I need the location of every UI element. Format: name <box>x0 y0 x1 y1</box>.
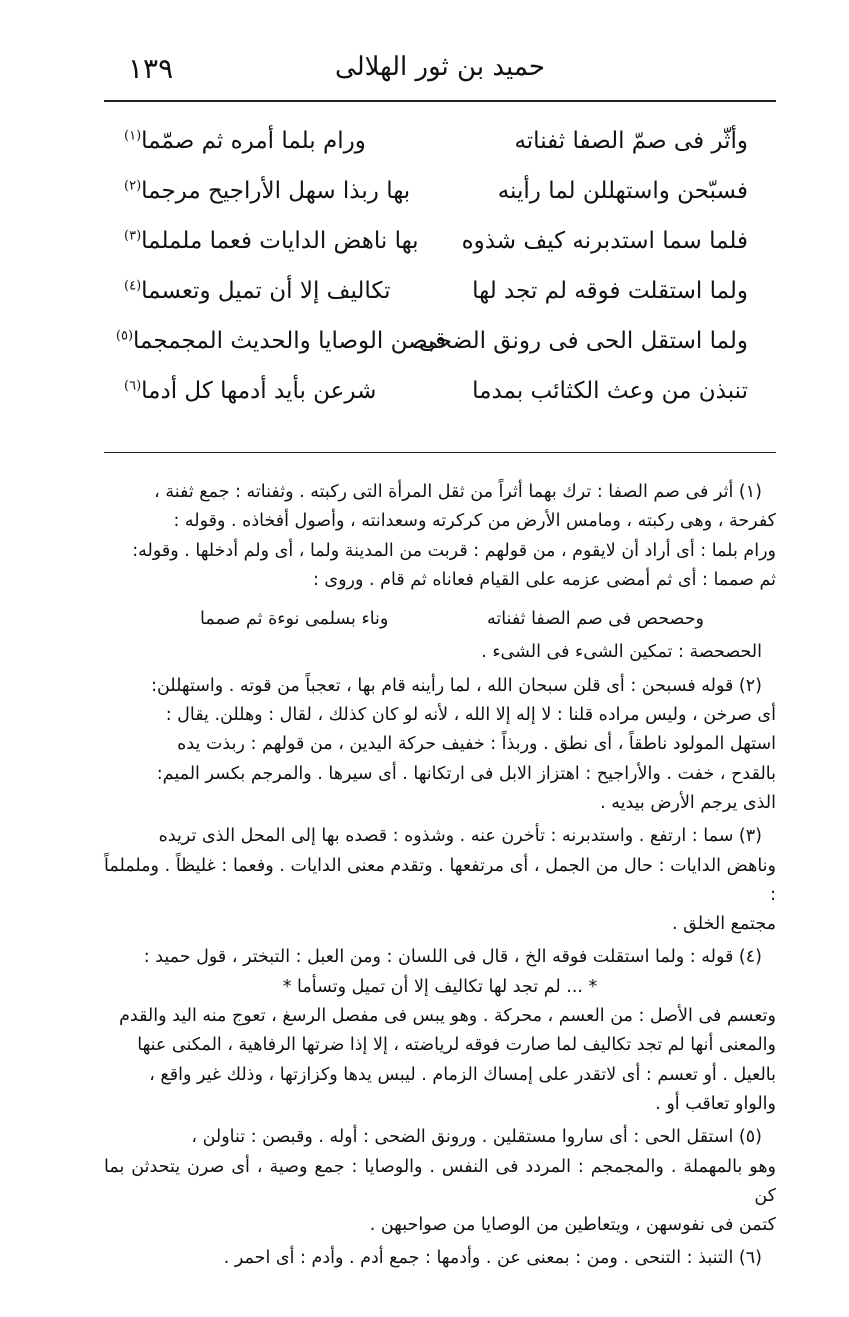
verse-line <box>104 178 776 228</box>
footnote-marker: (١) <box>124 128 142 144</box>
note-line: (٤) قوله : ولما استقلت فوقه الخ ، قال فى اللسان : ومن العبل : التبختر ، قول حميد : <box>143 947 762 968</box>
footnote-marker: (٣) <box>124 228 142 244</box>
verse-line <box>104 278 776 328</box>
hemistich-text: ورام بلما أمره ثم صمّما <box>141 128 366 154</box>
footnote-6 <box>104 1244 776 1273</box>
verse-line <box>104 328 776 378</box>
note-line: (٣) سما : ارتفع . واستدبرنه : تأخرن عنه . وشذوه : قصده بها إلى المحل الذى تريده <box>158 826 762 847</box>
quoted-hemistich: * ... لم تجد لها تكاليف إلا أن تميل وتسأما * <box>282 976 598 997</box>
hemistich-text: شرعن بأيد أدمها كل أدما <box>141 378 377 404</box>
verse-second-hemistich <box>124 128 446 154</box>
note-line: ورام بلما : أى أراد أن لايقوم ، من قولهم : قربت من المدينة ولما ، أى ولم أدخلها . وقوله: <box>132 540 776 561</box>
footnote-3 <box>104 822 776 939</box>
note-line: بالقدح ، خفت . والأراجيح : اهتزاز الابل فى ارتكانها . أى سيرها . والمرجم بكسر الميم: <box>156 763 776 784</box>
note-line: والمعنى أنها لم تجد تكاليف لما صارت فوقه لرياضته ، إلا إذا ضرتها الرفاهية ، المكنى عنها <box>137 1035 776 1056</box>
footnote-4 <box>104 943 776 1119</box>
note-line: وناهض الدايات : حال من الجمل ، أى مرتفعها . وتقدم معنى الدايات . وفعما : غليظاً . وململماً : <box>104 855 776 905</box>
footnote-marker: (٢) <box>124 178 142 194</box>
quoted-verse-first: وحصحص فى صم الصفا ثفناته <box>486 609 704 630</box>
note-line: مجتمع الخلق . <box>672 914 776 935</box>
footnotes <box>104 478 776 1278</box>
hemistich-text: تكاليف إلا أن تميل وتعسما <box>141 278 391 304</box>
footnote-2 <box>104 672 776 818</box>
poem-block <box>104 128 776 428</box>
note-line: (١) أثر فى صم الصفا : ترك بهما أثراً من ثقل المرأة التى ركبته . وثفناته : جمع ثفنة ، <box>154 482 762 502</box>
note-line: (٥) استقل الحى : أى ساروا مستقلين . ورونق الضحى : أوله . وقبصن : تناولن ، <box>191 1127 762 1148</box>
note-line: الذى يرجم الأرض بيديه . <box>600 792 776 813</box>
note-line: أى صرخن ، وليس مراده قلنا : لا إله إلا الله ، لأنه لو كان كذلك ، لقال : وهللن. يقال : <box>165 705 776 726</box>
verse-first-hemistich: ولما استقل الحى فى رونق الضحى <box>418 328 748 354</box>
running-title: حميد بن ثور الهلالى <box>335 52 545 82</box>
verse-second-hemistich <box>124 228 446 254</box>
verse-second-hemistich <box>124 278 446 304</box>
note-line: (٦) التنبذ : التنحى . ومن : بمعنى عن . وأدمها : جمع أدم . وأدم : أى احمر . <box>223 1248 762 1269</box>
page-header <box>104 52 776 102</box>
quoted-verse-second: وناء بسلمى نوءة ثم صمما <box>200 609 389 630</box>
verse-line <box>104 128 776 178</box>
footnote-1 <box>104 478 776 668</box>
footnote-separator <box>104 452 776 453</box>
footnote-marker: (٥) <box>115 328 134 344</box>
note-line: الحصحصة : تمكين الشىء فى الشىء . <box>481 642 762 663</box>
note-line: ثم صمما : أى ثم أمضى عزمه على القيام فعاناه ثم قام . وروى : <box>312 569 776 590</box>
verse-line <box>104 228 776 278</box>
note-line: استهل المولود ناطقاً ، أى نطق . وربذاً : خفيف حركة اليدين ، من قولهم : ربذت يده <box>177 734 776 755</box>
hemistich-text: بها ربذا سهل الأراجيح مرجما <box>141 178 411 204</box>
footnote-marker: (٤) <box>124 278 142 294</box>
verse-first-hemistich: فسبّحن واستهللن لما رأينه <box>497 178 748 204</box>
note-line: كتمن فى نفوسهن ، ويتعاطين من الوصايا من صواحبهن . <box>369 1215 776 1236</box>
verse-first-hemistich: فلما سما استدبرنه كيف شذوه <box>461 228 748 254</box>
hemistich-text: قبصن الوصايا والحديث المجمجما <box>133 328 446 354</box>
note-line: وتعسم فى الأصل : من العسم ، محركة . وهو يبس فى مفصل الرسغ ، تعوج منه اليد والقدم <box>119 1006 776 1027</box>
note-line: بالعيل . أو تعسم : أى لاتقدر على إمساك الزمام . ليبس يدها وكزازتها ، وذلك غير واقع ، <box>149 1064 776 1085</box>
note-line: وهو بالمهملة . والمجمجم : المردد فى النفس . والوصايا : جمع وصية ، أى صرن يتحدثن بما كن <box>104 1156 776 1206</box>
verse-first-hemistich: وأثّر فى صمّ الصفا ثفناته <box>514 128 748 154</box>
note-line: كفرحة ، وهى ركبته ، ومامس الأرض من كركرته وسعدانته ، وأصول أفخاذه . وقوله : <box>173 511 776 532</box>
verse-first-hemistich: ولما استقلت فوقه لم تجد لها <box>472 278 748 304</box>
hemistich-text: بها ناهض الدايات فعما ململما <box>141 228 419 254</box>
footnote-marker: (٦) <box>124 378 142 394</box>
verse-second-hemistich <box>124 378 446 404</box>
verse-line <box>104 378 776 428</box>
verse-second-hemistich <box>124 178 446 204</box>
footnote-5 <box>104 1123 776 1240</box>
note-line: (٢) قوله فسبحن : أى قلن سبحان الله ، لما رأينه قام بها ، تعجباً من قوته . واستهللن: <box>151 675 762 696</box>
note-line: والواو تعاقب أو . <box>655 1093 776 1114</box>
verse-second-hemistich <box>115 328 446 354</box>
page-number: ١٣٩ <box>128 52 174 85</box>
quoted-verse <box>104 605 776 634</box>
verse-first-hemistich: تنبذن من وعث الكثائب بمدما <box>472 378 748 404</box>
